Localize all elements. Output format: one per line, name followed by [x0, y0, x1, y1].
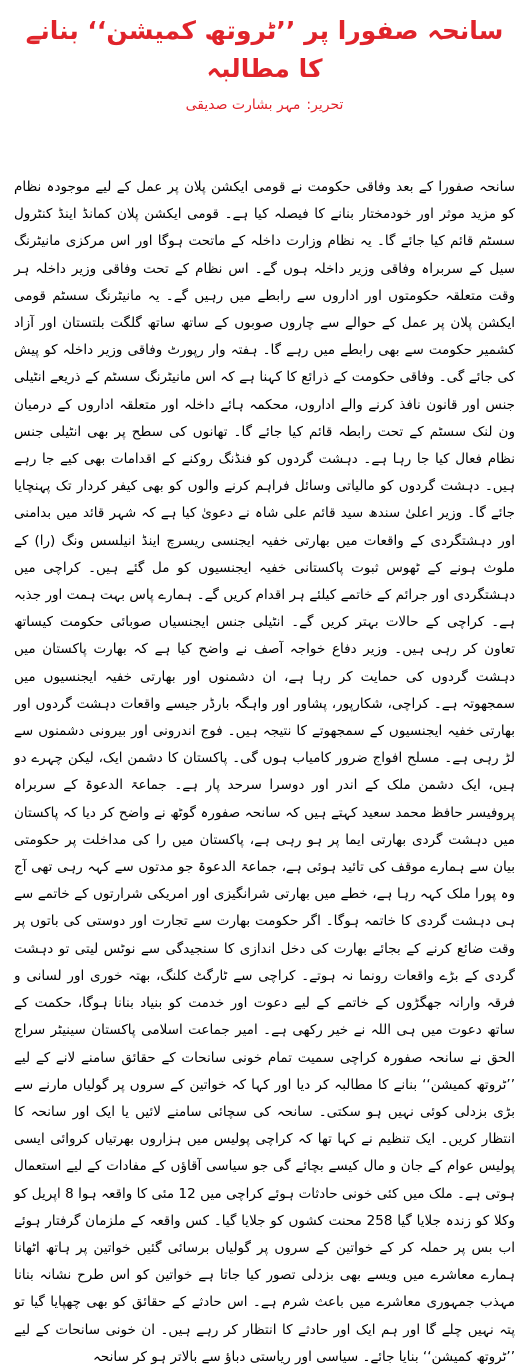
byline	[14, 94, 515, 116]
article-title: سانحہ صفورا پر ’’ٹروتھ کمیشن‘‘ بنانے کا مطالبہ	[25, 16, 504, 83]
byline-label: تحریر:	[306, 97, 344, 113]
author-name: مہر بشارت صدیقی	[185, 97, 301, 113]
article-body: سانحہ صفورا کے بعد وفاقی حکومت نے قومی ایکشن پلان پر عمل کے لیے موجودہ نظام کو مزید موثر اور خودمختار بنانے کا فیصلہ کیا ہے۔ قومی ایکشن پلان کمانڈ اینڈ کنٹرول سسٹم قائم کیا جائے گا۔ یہ نظام وزارت داخلہ کے ماتحت ہوگا اور اس مرکزی مانیٹرنگ سیل کے سربراہ وفاقی وزیر داخلہ ہوں گے۔ اس نظام کے تحت وفاقی وزیر داخلہ ہر وقت متعلقہ حکومتوں اور اداروں سے رابطے میں رہیں گے۔ یہ مانیٹرنگ سسٹم قومی ایکشن پلان پر عمل کے حوالے سے چاروں صوبوں کے ساتھ ساتھ گلگت بلتستان اور آزاد کشمیر حکومت سے بھی رابطے میں رہے گا۔ ہفتہ وار رپورٹ وفاقی وزیر داخلہ کو پیش کی جائے گی۔ وفاقی حکومت کے ذرائع کا کہنا ہے کہ اس مانیٹرنگ سسٹم کے ذریعے انٹیلی جنس اور قانون نافذ کرنے والے اداروں، محکمہ ہائے داخلہ اور متعلقہ اداروں کے درمیان ون لنک سسٹم کے تحت رابطہ قائم کیا جائے گا۔ تھانوں کی سطح پر بھی انٹیلی جنس نظام فعال کیا جا رہا ہے۔ دہشت گردوں کو فنڈنگ روکنے کے اقدامات بھی کیے جا رہے ہیں۔ دہشت گردوں کو مالیاتی وسائل فراہم کرنے والوں کو بھی کیفر کردار تک پہنچایا جائے گا۔ وزیر اعلیٰ سندھ سید قائم علی شاہ نے دعویٰ کیا ہے کہ شہر قائد میں بدامنی اور دہشتگردی کے واقعات میں بھارتی خفیہ ایجنسی ریسرچ اینڈ انیلسس ونگ (را) کے ملوث ہونے کے ٹھوس ثبوت پاکستانی خفیہ ایجنسیوں کو مل گئے ہیں۔ کراچی میں دہشتگردی اور جرائم کے خاتمے کیلئے ہر اقدام کریں گے۔ ہمارے پاس بہت ہمت اور جذبہ ہے۔ کراچی کے حالات بہتر کریں گے۔ انٹیلی جنس ایجنسیاں صوبائی حکومت کیساتھ تعاون کر رہی ہیں۔ وزیر دفاع خواجہ آصف نے واضح کیا ہے کہ بھارت پاکستان میں دہشت گردوں کی حمایت کر رہا ہے، ان دشمنوں اور بھارتی خفیہ ایجنسیوں میں سمجھوتہ ہے۔ کراچی، شکارپور، پشاور اور واہگہ بارڈر جیسے واقعات دہشت گردوں اور بھارتی خفیہ ایجنسیوں کے سمجھوتے کا نتیجہ ہیں۔ فوج اندرونی اور بیرونی دشمنوں سے لڑ رہی ہے۔ مسلح افواج ضرور کامیاب ہوں گی۔ پاکستان کا دشمن ایک، لیکن چہرے دو ہیں، ایک دشمن ملک کے اندر اور دوسرا سرحد پار ہے۔ جماعۃ الدعوۃ کے سربراہ پروفیسر حافظ محمد سعید کہتے ہیں کہ سانحہ صفورہ گوٹھ نے واضح کر دیا کہ پاکستان میں دہشت گردی بھارتی ایما پر ہو رہی ہے، پاکستان میں را کی مداخلت پر حکومتی بیان سے ہمارے موقف کی تائید ہوئی ہے، جماعۃ الدعوۃ جو مدتوں سے کہہ رہی تھی آج وہ پورا ملک کہہ رہا ہے، خطے میں بھارتی شرانگیزی اور امریکی شرارتوں کے خاتمے سے ہی دہشت گردی کا خاتمہ ہوگا۔ اگر حکومت بھارت سے تجارت اور دوستی کی باتوں پر وقت ضائع کرنے کے بجائے بھارت کی دخل اندازی کا سنجیدگی سے نوٹس لیتی تو دہشت گردی کے بڑے واقعات رونما نہ ہوتے۔ کراچی سے ٹارگٹ کلنگ، بھتہ خوری اور لسانی و فرقہ وارانہ جھگڑوں کے خاتمے کے لیے دعوت اور خدمت کو بنیاد بنانا ہوگا، حکمت کے ساتھ دعوت میں ہی اللہ نے خیر رکھی ہے۔ امیر جماعت اسلامی پاکستان سینیٹر سراج الحق نے سانحہ صفورہ کراچی سمیت تمام خونی سانحات کے حقائق سامنے لانے کے لیے ’’ٹروتھ کمیشن‘‘ بنانے کا مطالبہ کر دیا اور کہا کہ خواتین کے سروں پر گولیاں مارنے سے بڑی بزدلی کوئی نہیں ہو سکتی۔ سانحہ کی سچائی سامنے لائیں یا ایک اور سانحہ کا انتظار کریں۔ ایک تنظیم نے کہا تھا کہ کراچی پولیس میں ہزاروں بھرتیاں کروائی ایسی پولیس عوام کے جان و مال کیسے بچائے گی جو سیاسی آقاؤں کے مفادات کے لیے استعمال ہوتی ہے۔ ملک میں کئی خونی حادثات ہوئے کراچی میں 12 مئی کا واقعہ ہوا 8 اپریل کو وکلا کو زندہ جلایا گیا 258 محنت کشوں کو جلایا گیا۔ کس واقعہ کے ملزمان گرفتار ہوئے اب بس پر حملہ کر کے خواتین کے سروں پر گولیاں برسائی گئیں خواتین پر ہاتھ اٹھانا ہمارے معاشرے میں ویسے بھی بزدلی تصور کیا جاتا ہے خواتین کو اس طرح نشانہ بنانا مہذب جمہوری معاشرے میں باعث شرم ہے۔ اس حادثے کے حقائق کو بھی چھپایا گیا تو پتہ نہیں چلے گا اور ہم ایک اور حادثے کا انتظار کر رہے ہیں۔ ان خونی سانحات کے لیے ’’ٹروتھ کمیشن‘‘ بنایا جائے۔ سیاسی اور ریاستی دباؤ سے بالاتر ہو کر سانحہ	[14, 179, 515, 1365]
